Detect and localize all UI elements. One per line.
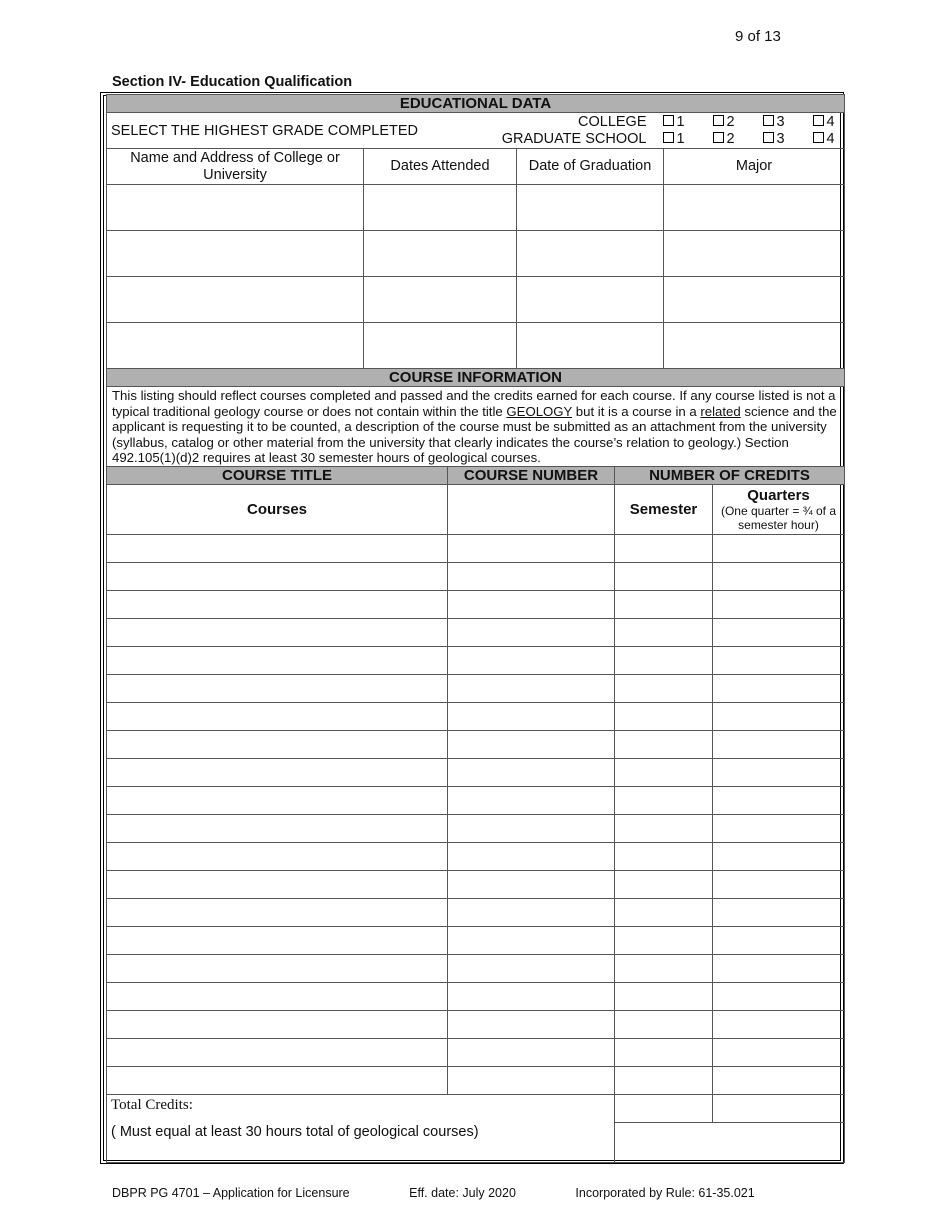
quarter-credits-field[interactable]	[713, 1067, 845, 1095]
course-number-field[interactable]	[448, 703, 615, 731]
semester-credits-field[interactable]	[615, 619, 713, 647]
course-number-field[interactable]	[448, 1039, 615, 1067]
courses-subheader: Courses	[107, 485, 448, 535]
quarter-credits-field[interactable]	[713, 535, 845, 563]
course-number-field[interactable]	[448, 759, 615, 787]
course-row	[107, 1067, 845, 1095]
course-row	[107, 535, 845, 563]
course-information-banner: COURSE INFORMATION	[107, 369, 845, 387]
quarter-credits-field[interactable]	[713, 619, 845, 647]
grad-option-3[interactable]: 3	[763, 131, 813, 148]
education-row	[107, 277, 845, 323]
course-row	[107, 871, 845, 899]
course-title-field[interactable]	[107, 1011, 448, 1039]
highest-grade-label: SELECT THE HIGHEST GRADE COMPLETED	[111, 122, 418, 139]
course-title-field[interactable]	[107, 647, 448, 675]
checkbox-icon[interactable]	[663, 132, 674, 143]
course-table	[106, 466, 845, 1163]
course-title-field[interactable]	[107, 1039, 448, 1067]
semester-credits-field[interactable]	[615, 1067, 713, 1095]
checkbox-icon[interactable]	[663, 115, 674, 126]
course-row	[107, 787, 845, 815]
semester-credits-field[interactable]	[615, 591, 713, 619]
grade-select-label	[107, 113, 517, 149]
col-date-graduation: Date of Graduation	[517, 149, 664, 185]
semester-credits-field[interactable]	[615, 815, 713, 843]
college-option-2[interactable]: 2	[713, 114, 763, 131]
semester-credits-field[interactable]	[615, 983, 713, 1011]
course-number-field[interactable]	[448, 563, 615, 591]
course-number-field[interactable]	[448, 1067, 615, 1095]
course-title-field[interactable]	[107, 619, 448, 647]
semester-credits-field[interactable]	[615, 675, 713, 703]
checkbox-icon[interactable]	[713, 115, 724, 126]
quarter-credits-field[interactable]	[713, 871, 845, 899]
college-option-3[interactable]: 3	[763, 114, 813, 131]
course-row	[107, 675, 845, 703]
course-number-field[interactable]	[448, 927, 615, 955]
quarter-credits-field[interactable]	[713, 703, 845, 731]
quarter-credits-field[interactable]	[713, 815, 845, 843]
quarter-credits-field[interactable]	[713, 927, 845, 955]
college-option-4[interactable]: 4	[813, 114, 835, 131]
course-row	[107, 843, 845, 871]
page-number: 9 of 13	[735, 28, 781, 45]
semester-credits-field[interactable]	[615, 899, 713, 927]
grade-options	[501, 113, 845, 149]
course-row	[107, 619, 845, 647]
education-table	[106, 94, 845, 468]
course-title-field[interactable]	[107, 703, 448, 731]
semester-credits-field[interactable]	[615, 843, 713, 871]
semester-credits-field[interactable]	[615, 955, 713, 983]
total-semester-field[interactable]	[615, 1095, 713, 1123]
quarter-credits-field[interactable]	[713, 759, 845, 787]
graduate-school-label: GRADUATE SCHOOL	[501, 130, 647, 147]
course-number-field[interactable]	[448, 815, 615, 843]
grad-option-2[interactable]: 2	[713, 131, 763, 148]
course-row	[107, 591, 845, 619]
checkbox-icon[interactable]	[763, 132, 774, 143]
quarter-credits-field[interactable]	[713, 955, 845, 983]
course-number-field[interactable]	[448, 647, 615, 675]
quarter-credits-field[interactable]	[713, 1039, 845, 1067]
quarter-credits-field[interactable]	[713, 1011, 845, 1039]
course-row	[107, 1039, 845, 1067]
education-row	[107, 323, 845, 369]
total-credits-label: Total Credits:	[111, 1097, 193, 1113]
course-title-field[interactable]	[107, 1067, 448, 1095]
quarter-credits-field[interactable]	[713, 675, 845, 703]
college-options	[663, 114, 835, 131]
educational-data-banner: EDUCATIONAL DATA	[107, 95, 845, 113]
course-row	[107, 759, 845, 787]
grad-option-1[interactable]: 1	[663, 131, 713, 148]
semester-credits-field[interactable]	[615, 1039, 713, 1067]
total-credits-cell	[107, 1095, 615, 1163]
semester-credits-field[interactable]	[615, 703, 713, 731]
course-row	[107, 1011, 845, 1039]
course-title-field[interactable]	[107, 591, 448, 619]
course-title-field[interactable]	[107, 843, 448, 871]
footer	[112, 1186, 811, 1200]
col-course-title: COURSE TITLE	[107, 467, 448, 485]
footer-eff-date: Eff. date: July 2020	[409, 1186, 516, 1200]
course-title-field[interactable]	[107, 871, 448, 899]
semester-credits-field[interactable]	[615, 1011, 713, 1039]
course-row	[107, 731, 845, 759]
semester-subheader: Semester	[615, 485, 713, 535]
course-number-field[interactable]	[448, 1011, 615, 1039]
course-title-field[interactable]	[107, 759, 448, 787]
course-title-field[interactable]	[107, 983, 448, 1011]
semester-credits-field[interactable]	[615, 759, 713, 787]
course-number-field[interactable]	[448, 731, 615, 759]
course-number-field[interactable]	[448, 675, 615, 703]
checkbox-icon[interactable]	[713, 132, 724, 143]
quarter-credits-field[interactable]	[713, 843, 845, 871]
course-row	[107, 563, 845, 591]
course-row	[107, 927, 845, 955]
section-heading: Section IV- Education Qualification	[112, 74, 353, 90]
course-number-field[interactable]	[448, 871, 615, 899]
course-notice: This listing should reflect courses completed and passed and the credits earned for each course. If any course listed is not a typical traditional geology course or does not contain within the title GEOLOGY but it is a course in a related science and the applicant is requesting it to be counted, a description of the course must be submitted as an attachment from the university (syllabus, catalog or other material from the university that clearly indicates the course’s relation to geology.) Section 492.105(1)(d)2 requires at least 30 semester hours of geological courses.	[107, 387, 845, 468]
col-dates-attended: Dates Attended	[364, 149, 517, 185]
quarter-credits-field[interactable]	[713, 787, 845, 815]
course-title-field[interactable]	[107, 955, 448, 983]
course-title-field[interactable]	[107, 815, 448, 843]
semester-credits-field[interactable]	[615, 563, 713, 591]
course-number-field[interactable]	[448, 619, 615, 647]
course-title-field[interactable]	[107, 675, 448, 703]
col-number-of-credits: NUMBER OF CREDITS	[615, 467, 845, 485]
quarter-credits-field[interactable]	[713, 591, 845, 619]
course-row	[107, 899, 845, 927]
course-title-field[interactable]	[107, 535, 448, 563]
quarter-credits-field[interactable]	[713, 647, 845, 675]
quarter-credits-field[interactable]	[713, 731, 845, 759]
college-option-1[interactable]: 1	[663, 114, 713, 131]
col-course-number: COURSE NUMBER	[448, 467, 615, 485]
course-row	[107, 647, 845, 675]
quarter-credits-field[interactable]	[713, 563, 845, 591]
course-number-field[interactable]	[448, 591, 615, 619]
course-row	[107, 983, 845, 1011]
education-row	[107, 231, 845, 277]
quarters-subheader: Quarters (One quarter = ¾ of a semester hour)	[713, 485, 845, 535]
total-credits-note: ( Must equal at least 30 hours total of geological courses)	[111, 1124, 479, 1140]
course-number-field[interactable]	[448, 843, 615, 871]
checkbox-icon[interactable]	[813, 115, 824, 126]
quarter-credits-field[interactable]	[713, 983, 845, 1011]
education-row	[107, 185, 845, 231]
course-title-field[interactable]	[107, 787, 448, 815]
quarter-credits-field[interactable]	[713, 899, 845, 927]
course-title-field[interactable]	[107, 731, 448, 759]
quarters-note: (One quarter = ¾ of a semester hour)	[720, 503, 837, 532]
course-row	[107, 815, 845, 843]
course-number-field[interactable]	[448, 787, 615, 815]
checkbox-icon[interactable]	[763, 115, 774, 126]
checkbox-icon[interactable]	[813, 132, 824, 143]
course-number-field[interactable]	[448, 983, 615, 1011]
grad-option-4[interactable]: 4	[813, 131, 835, 148]
college-label: COLLEGE	[578, 113, 647, 130]
course-number-field[interactable]	[448, 899, 615, 927]
col-name-address: Name and Address of College or University	[107, 149, 364, 185]
semester-credits-field[interactable]	[615, 787, 713, 815]
course-title-field[interactable]	[107, 927, 448, 955]
semester-credits-field[interactable]	[615, 535, 713, 563]
course-number-field[interactable]	[448, 955, 615, 983]
grad-school-options	[663, 131, 835, 148]
course-row	[107, 955, 845, 983]
col-major: Major	[664, 149, 845, 185]
course-title-field[interactable]	[107, 899, 448, 927]
course-row	[107, 703, 845, 731]
footer-rule: Incorporated by Rule: 61-35.021	[575, 1186, 755, 1200]
semester-credits-field[interactable]	[615, 927, 713, 955]
course-number-field[interactable]	[448, 535, 615, 563]
semester-credits-field[interactable]	[615, 647, 713, 675]
total-quarters-field[interactable]	[713, 1095, 845, 1123]
course-title-field[interactable]	[107, 563, 448, 591]
footer-form-id: DBPR PG 4701 – Application for Licensure	[112, 1186, 350, 1200]
semester-credits-field[interactable]	[615, 871, 713, 899]
semester-credits-field[interactable]	[615, 731, 713, 759]
